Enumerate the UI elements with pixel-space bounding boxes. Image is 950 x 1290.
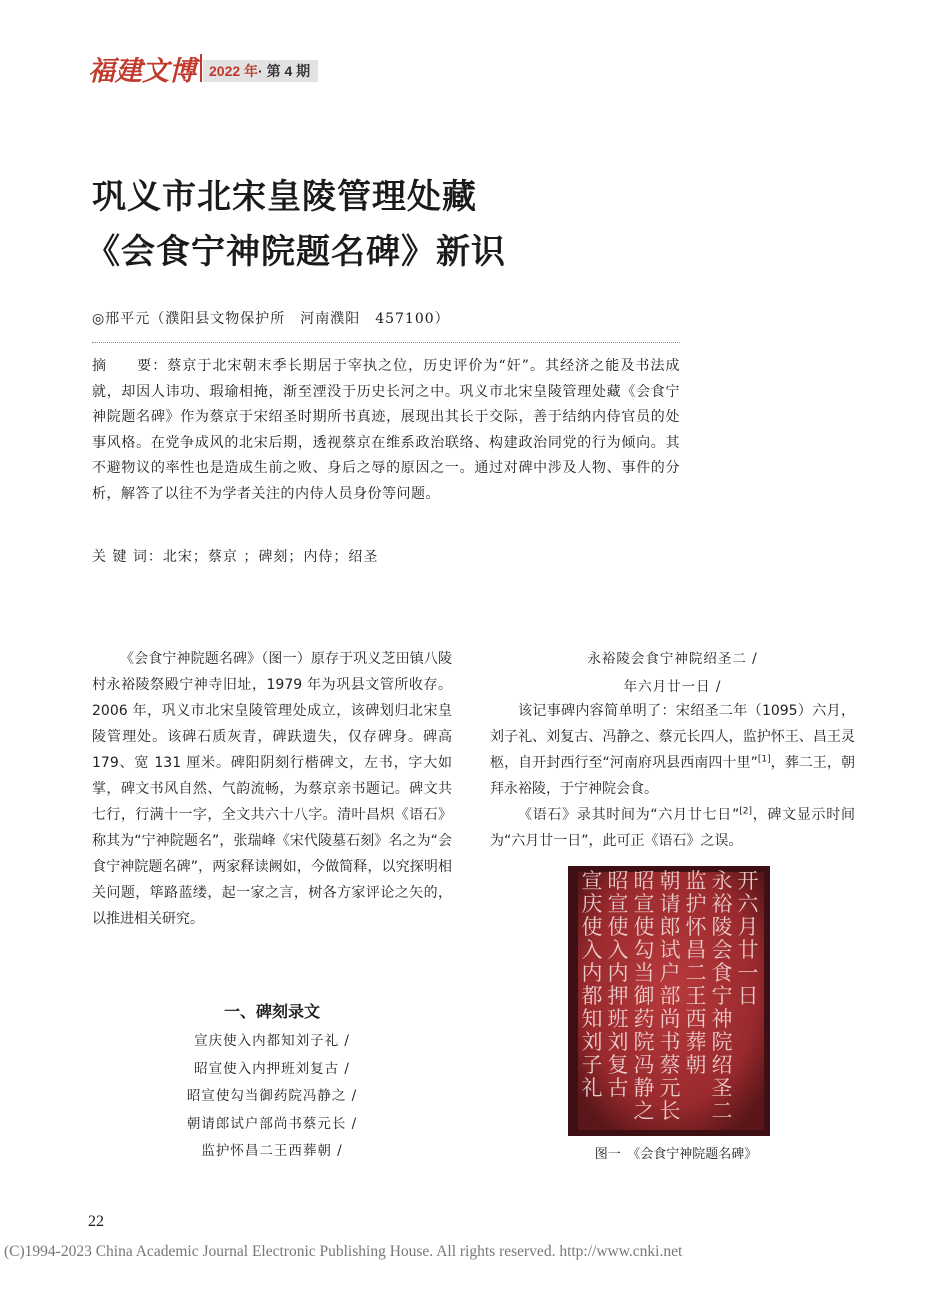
stele-character: 陵 bbox=[711, 915, 733, 939]
stele-character: 郎 bbox=[659, 915, 681, 939]
stele-character: 永 bbox=[711, 869, 733, 893]
journal-logo-text: 福建文博 bbox=[88, 56, 196, 87]
citation-1[interactable]: [1] bbox=[757, 754, 771, 765]
stele-character: 试 bbox=[659, 938, 681, 962]
analysis-paragraph-2 bbox=[490, 802, 855, 854]
stele-character: 葬 bbox=[685, 1030, 707, 1054]
analysis-text: ，碑文显示时间为“六月廿一日”，此可正《语石》之误。 bbox=[490, 807, 855, 849]
stele-character: 宁 bbox=[711, 984, 733, 1008]
stele-character: 宣 bbox=[607, 892, 629, 916]
stele-character: 西 bbox=[685, 1007, 707, 1031]
stele-character: 之 bbox=[633, 1099, 655, 1123]
stele-character: 裕 bbox=[711, 892, 733, 916]
stele-character: 圣 bbox=[711, 1076, 733, 1100]
stele-character: 请 bbox=[659, 892, 681, 916]
citation-2[interactable]: [2] bbox=[739, 806, 752, 817]
stele-character: 朝 bbox=[685, 1053, 707, 1077]
stele-character: 二 bbox=[685, 961, 707, 985]
analysis-paragraph-1 bbox=[490, 698, 855, 802]
journal-logo bbox=[88, 52, 200, 88]
intro-section bbox=[92, 646, 452, 932]
stele-rubbing-image bbox=[568, 866, 770, 1136]
stele-character: 院 bbox=[633, 1030, 655, 1054]
analysis-text: 《语石》录其时间为“六月廿七日” bbox=[518, 807, 740, 823]
stele-character: 入 bbox=[607, 938, 629, 962]
stele-character: 昌 bbox=[685, 938, 707, 962]
stele-character: 刘 bbox=[581, 1030, 603, 1054]
abstract bbox=[92, 354, 680, 508]
stele-character: 使 bbox=[633, 915, 655, 939]
stele-character: 使 bbox=[607, 915, 629, 939]
stele-character: 昭 bbox=[633, 869, 655, 893]
stele-character: 使 bbox=[581, 915, 603, 939]
header-divider bbox=[200, 54, 202, 82]
analysis-text: 该记事碑内容简单明了：宋绍圣二年（1095）六月，刘子礼、刘复古、冯静之、蔡元长四人，监护怀王、昌王灵柩，自开封西行至“河南府巩县西南四十里” bbox=[490, 703, 855, 771]
stele-character: 内 bbox=[581, 961, 603, 985]
stele-character: 冯 bbox=[633, 1053, 655, 1077]
stele-character: 药 bbox=[633, 1007, 655, 1031]
issue-label bbox=[203, 60, 318, 82]
page-number: 22 bbox=[88, 1213, 104, 1230]
stele-character: 复 bbox=[607, 1053, 629, 1077]
stele-character: 刘 bbox=[607, 1030, 629, 1054]
stele-character: 六 bbox=[737, 892, 759, 916]
abstract-text: 蔡京于北宋朝末季长期居于宰执之位，历史评价为“奸”。其经济之能及书法成就，却因人讳功、瑕瑜相掩，渐至湮没于历史长河之中。巩义市北宋皇陵管理处藏《会食宁神院题名碑》作为蔡京于宋绍圣时期所书真迹，展现出其长于交际，善于结纳内侍官员的处事风格。在党争成风的北宋后期，透视蔡京在维系政治联络、构建政治同党的行为倾向。其不避物议的率性也是造成生前之败、身后之辱的原因之一。通过对碑中涉及人物、事件的分析，解答了以往不为学者关注的内侍人员身份等问题。 bbox=[92, 358, 681, 502]
analysis-section bbox=[490, 698, 855, 854]
stele-character: 书 bbox=[659, 1030, 681, 1054]
keywords-label: 关 键 词： bbox=[92, 549, 163, 565]
stele-character: 监 bbox=[685, 869, 707, 893]
article-title bbox=[86, 170, 712, 280]
stele-character: 班 bbox=[607, 1007, 629, 1031]
inscription-line: 宣庆使入内都知刘子礼 / bbox=[194, 1033, 350, 1049]
analysis-text: ，葬二王，朝拜永裕陵，于宁神院会食。 bbox=[490, 755, 855, 797]
issue-number: · 第 4 期 bbox=[258, 63, 311, 79]
abstract-label: 摘 要： bbox=[92, 358, 168, 374]
stele-character: 宣 bbox=[633, 892, 655, 916]
title-line-1: 巩义市北宋皇陵管理处藏 bbox=[92, 177, 477, 217]
stele-character: 庆 bbox=[581, 892, 603, 916]
stele-character: 日 bbox=[737, 984, 759, 1008]
section-heading: 一、碑刻录文 bbox=[223, 1002, 320, 1021]
stele-character: 二 bbox=[711, 1099, 733, 1123]
inscription-line: 永裕陵会食宁神院绍圣二 / bbox=[587, 651, 758, 667]
stele-character: 户 bbox=[659, 961, 681, 985]
inscription-line: 昭宣使入内押班刘复古 / bbox=[194, 1060, 350, 1077]
stele-character: 尚 bbox=[659, 1007, 681, 1031]
figure-caption: 图一 《会食宁神院题名碑》 bbox=[594, 1147, 758, 1162]
title-line-2: 《会食宁神院题名碑》新识 bbox=[86, 232, 506, 272]
stele-character: 神 bbox=[711, 1007, 733, 1031]
stele-character: 御 bbox=[633, 984, 655, 1008]
keywords-text: 北宋；蔡京 ；碑刻；内侍；绍圣 bbox=[162, 549, 379, 565]
stele-character: 古 bbox=[607, 1076, 629, 1100]
stele-character: 知 bbox=[581, 1007, 603, 1031]
stele-character: 护 bbox=[685, 892, 707, 916]
stele-character: 廿 bbox=[737, 938, 759, 962]
stele-character: 入 bbox=[581, 938, 603, 962]
stele-character: 宣 bbox=[581, 869, 603, 893]
intro-paragraph: 《会食宁神院题名碑》（图一）原存于巩义芝田镇八陵村永裕陵祭殿宁神寺旧址，1979 年为巩县文管所收存。2006 年，巩义市北宋皇陵管理处成立，该碑划归北宋皇陵管理处。该碑石质灰青，碑趺遗失，仅存碑身。碑高 179、宽 131 厘米。碑阳阴刻行楷碑文，左书，字大如掌，碑文书风自然、气韵流畅，为蔡京亲书题记。碑文共七行，行满十一字，全文共六十八字。清叶昌炽《语石》称其为“宁神院题名”，张瑞峰《宋代陵墓石刻》名之为“会食宁神院题名碑”，两家释读阙如，今做简释，以究探明相关问题，筚路蓝缕，起一家之言，树各方家评论之矢的，以推进相关研究。 bbox=[92, 651, 452, 927]
inscription-line: 年六月廿一日 / bbox=[623, 678, 722, 695]
stele-character: 怀 bbox=[685, 915, 707, 939]
stele-character: 押 bbox=[607, 984, 629, 1008]
stele-character: 元 bbox=[659, 1076, 681, 1100]
stele-character: 食 bbox=[711, 961, 733, 985]
stele-character: 一 bbox=[737, 961, 759, 985]
inscription-line: 朝请郎试户部尚书蔡元长 / bbox=[186, 1115, 358, 1132]
keywords bbox=[92, 546, 378, 566]
inscription-line: 监护怀昌二王西葬朝 / bbox=[201, 1143, 343, 1159]
inscription-line: 昭宣使勾当御药院冯静之 / bbox=[186, 1088, 358, 1104]
stele-character: 子 bbox=[581, 1053, 603, 1077]
stele-character: 开 bbox=[737, 869, 759, 893]
inscription-transcript bbox=[92, 1028, 452, 1166]
stele-character: 会 bbox=[711, 938, 733, 962]
stele-character: 蔡 bbox=[659, 1053, 681, 1077]
stele-character: 院 bbox=[711, 1030, 733, 1054]
stele-character: 王 bbox=[685, 984, 707, 1008]
stele-character: 月 bbox=[737, 915, 759, 939]
stele-character: 静 bbox=[633, 1076, 655, 1100]
copyright-footer: (C)1994-2023 China Academic Journal Electronic Publishing House. All rights reserved. http://www.cnki.net bbox=[4, 1243, 683, 1260]
stele-character: 当 bbox=[633, 961, 655, 985]
stele-character: 勾 bbox=[633, 938, 655, 962]
issue-year: 2022 年 bbox=[209, 63, 259, 79]
inscription-continued bbox=[490, 646, 855, 701]
stele-character: 朝 bbox=[659, 869, 681, 893]
author-line: ◎邢平元（濮阳县文物保护所 河南濮阳 457100） bbox=[92, 311, 450, 327]
stele-character: 内 bbox=[607, 961, 629, 985]
stele-character: 部 bbox=[659, 984, 681, 1008]
divider bbox=[92, 342, 680, 343]
stele-character: 礼 bbox=[581, 1076, 603, 1100]
stele-character: 绍 bbox=[711, 1053, 733, 1077]
stele-character: 昭 bbox=[607, 869, 629, 893]
stele-character: 都 bbox=[581, 984, 603, 1008]
stele-character: 长 bbox=[659, 1099, 681, 1123]
